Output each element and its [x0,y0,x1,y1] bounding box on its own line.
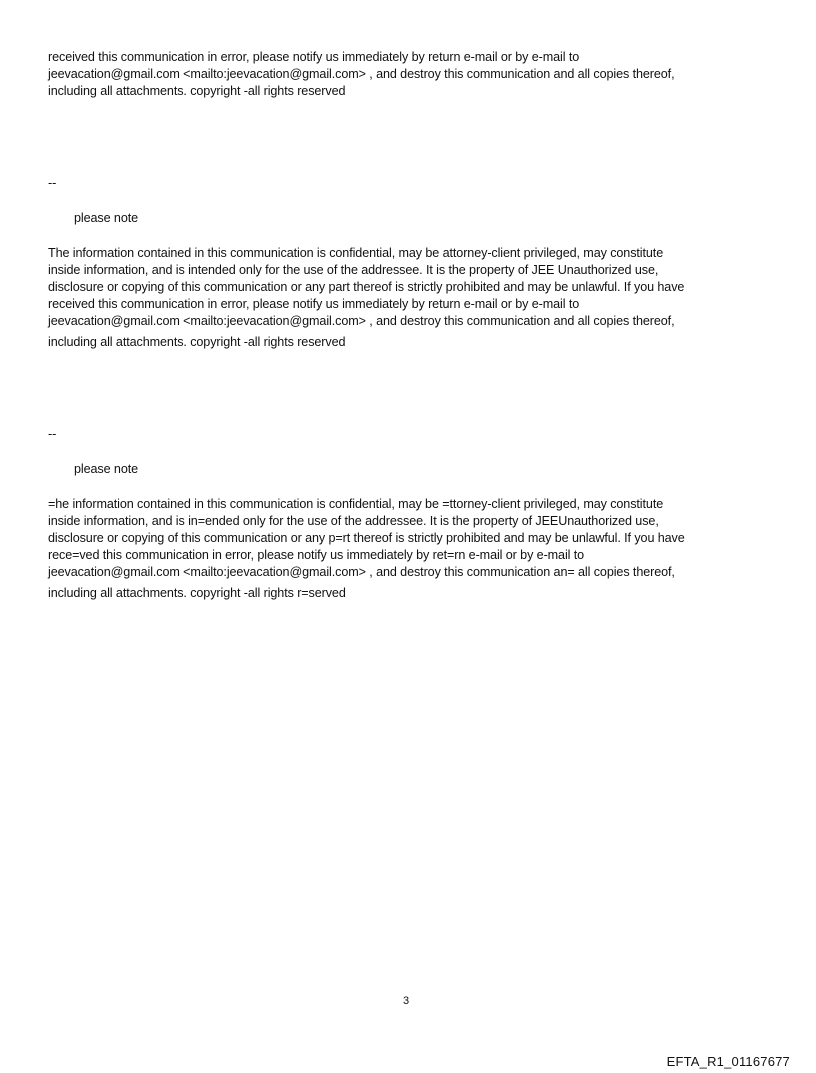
please-note-1: please note [74,211,139,225]
block1-line-3: including all attachments. copyright -all rights reserved [48,84,346,98]
bates-number: EFTA_R1_01167677 [666,1054,790,1069]
block2-line-5: jeevacation@gmail.com <mailto:jeevacation@gmail.com> , and destroy this communication and all copies thereof, [48,314,675,328]
separator-1: -- [48,176,57,190]
block3-line-4: rece=ved this communication in error, please notify us immediately by ret=rn e-mail or by e-mail to [48,548,585,562]
block2-line-2: inside information, and is intended only for the use of the addressee. It is the property of JEE Unauthorized use, [48,263,659,277]
block3-line-1: =he information contained in this communication is confidential, may be =ttorney-client privileged, may constitute [48,497,664,511]
block2-line-3: disclosure or copying of this communication or any part thereof is strictly prohibited and may be unlawful. If you have [48,280,685,294]
block2-line-6: including all attachments. copyright -all rights reserved [48,335,346,349]
block1-line-1: received this communication in error, please notify us immediately by return e-mail or by e-mail to [48,50,580,64]
block2-line-4: received this communication in error, please notify us immediately by return e-mail or by e-mail to [48,297,580,311]
block1-line-2: jeevacation@gmail.com <mailto:jeevacation@gmail.com> , and destroy this communication and all copies thereof, [48,67,675,81]
separator-2: -- [48,427,57,441]
block3-line-6: including all attachments. copyright -all rights r=served [48,586,346,600]
please-note-2: please note [74,462,139,476]
block2-line-1: The information contained in this communication is confidential, may be attorney-client privileged, may constitute [48,246,664,260]
block3-line-3: disclosure or copying of this communication or any p=rt thereof is strictly prohibited and may be unlawful. If you have [48,531,685,545]
block3-line-5: jeevacation@gmail.com <mailto:jeevacation@gmail.com> , and destroy this communication an= all copies thereof, [48,565,675,579]
page-number: 3 [403,995,410,1007]
block3-line-2: inside information, and is in=ended only for the use of the addressee. It is the property of JEEUnauthorized use, [48,514,659,528]
